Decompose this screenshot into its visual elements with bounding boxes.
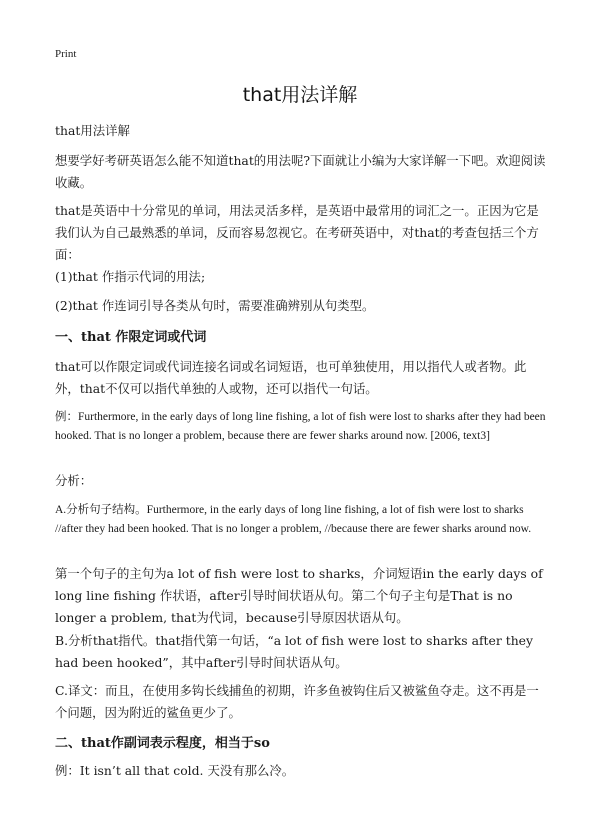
section2-example: 例：It isn’t all that cold. 天没有那么冷。 [55, 763, 295, 778]
list-item-1: (1)that 作指示代词的用法; [55, 269, 206, 284]
section-heading-2: 二、that作副词表示程度，相当于so [55, 736, 270, 751]
section-heading-1: 一、that 作限定词或代词 [55, 330, 207, 345]
print-label: Print [55, 48, 77, 60]
list-item-2: (2)that 作连词引导各类从句时，需要准确辨别从句类型。 [55, 298, 375, 313]
document-subtitle: that用法详解 [55, 123, 130, 138]
analysis-label: 分析： [55, 473, 93, 488]
section1-intro: that可以作限定词或代词连接名词或名词短语，也可单独使用，用以指代人或者物。此外，that不仅可以指代单独的人或物，还可以指代一句话。 [55, 359, 527, 396]
intro-paragraph: 想要学好考研英语怎么能不知道that的用法呢?下面就让小编为大家详解一下吧。欢迎阅读收藏。 [55, 153, 546, 190]
section1-example: 例：Furthermore, in the early days of long line fishing, a lot of fish were lost to sharks after they had been hooked. That is no longer a problem, because there are fewer sharks around now. [2006, text3] [55, 411, 546, 442]
analysis-c: C.译文：而且，在使用多钩长线捕鱼的初期，许多鱼被钩住后又被鲨鱼夺走。这不再是一个问题，因为附近的鲨鱼更少了。 [55, 683, 539, 720]
overview-paragraph: that是英语中十分常见的单词，用法灵活多样，是英语中最常用的词汇之一。正因为它是我们认为自己最熟悉的单词，反而容易忽视它。在考研英语中，对that的考查包括三个方面： [55, 203, 539, 262]
analysis-b: B.分析that指代。that指代第一句话，“a lot of fish were lost to sharks after they had been hooked”，其中after引导时间状语从句。 [55, 633, 534, 670]
analysis-detail: 第一个句子的主句为a lot of fish were lost to sharks，介词短语in the early days of long line fishing 作状语，after引导时间状语从句。第二个句子主句是That is no longer a problem, that为代词，because引导原因状语从句。 [55, 566, 543, 625]
analysis-a: A.分析句子结构。Furthermore, in the early days of long line fishing, a lot of fish were lost to sharks //after they had been hooked. That is no longer a problem, //because there are fewer sharks around now. [55, 504, 532, 535]
document-title: that用法详解 [242, 84, 358, 106]
